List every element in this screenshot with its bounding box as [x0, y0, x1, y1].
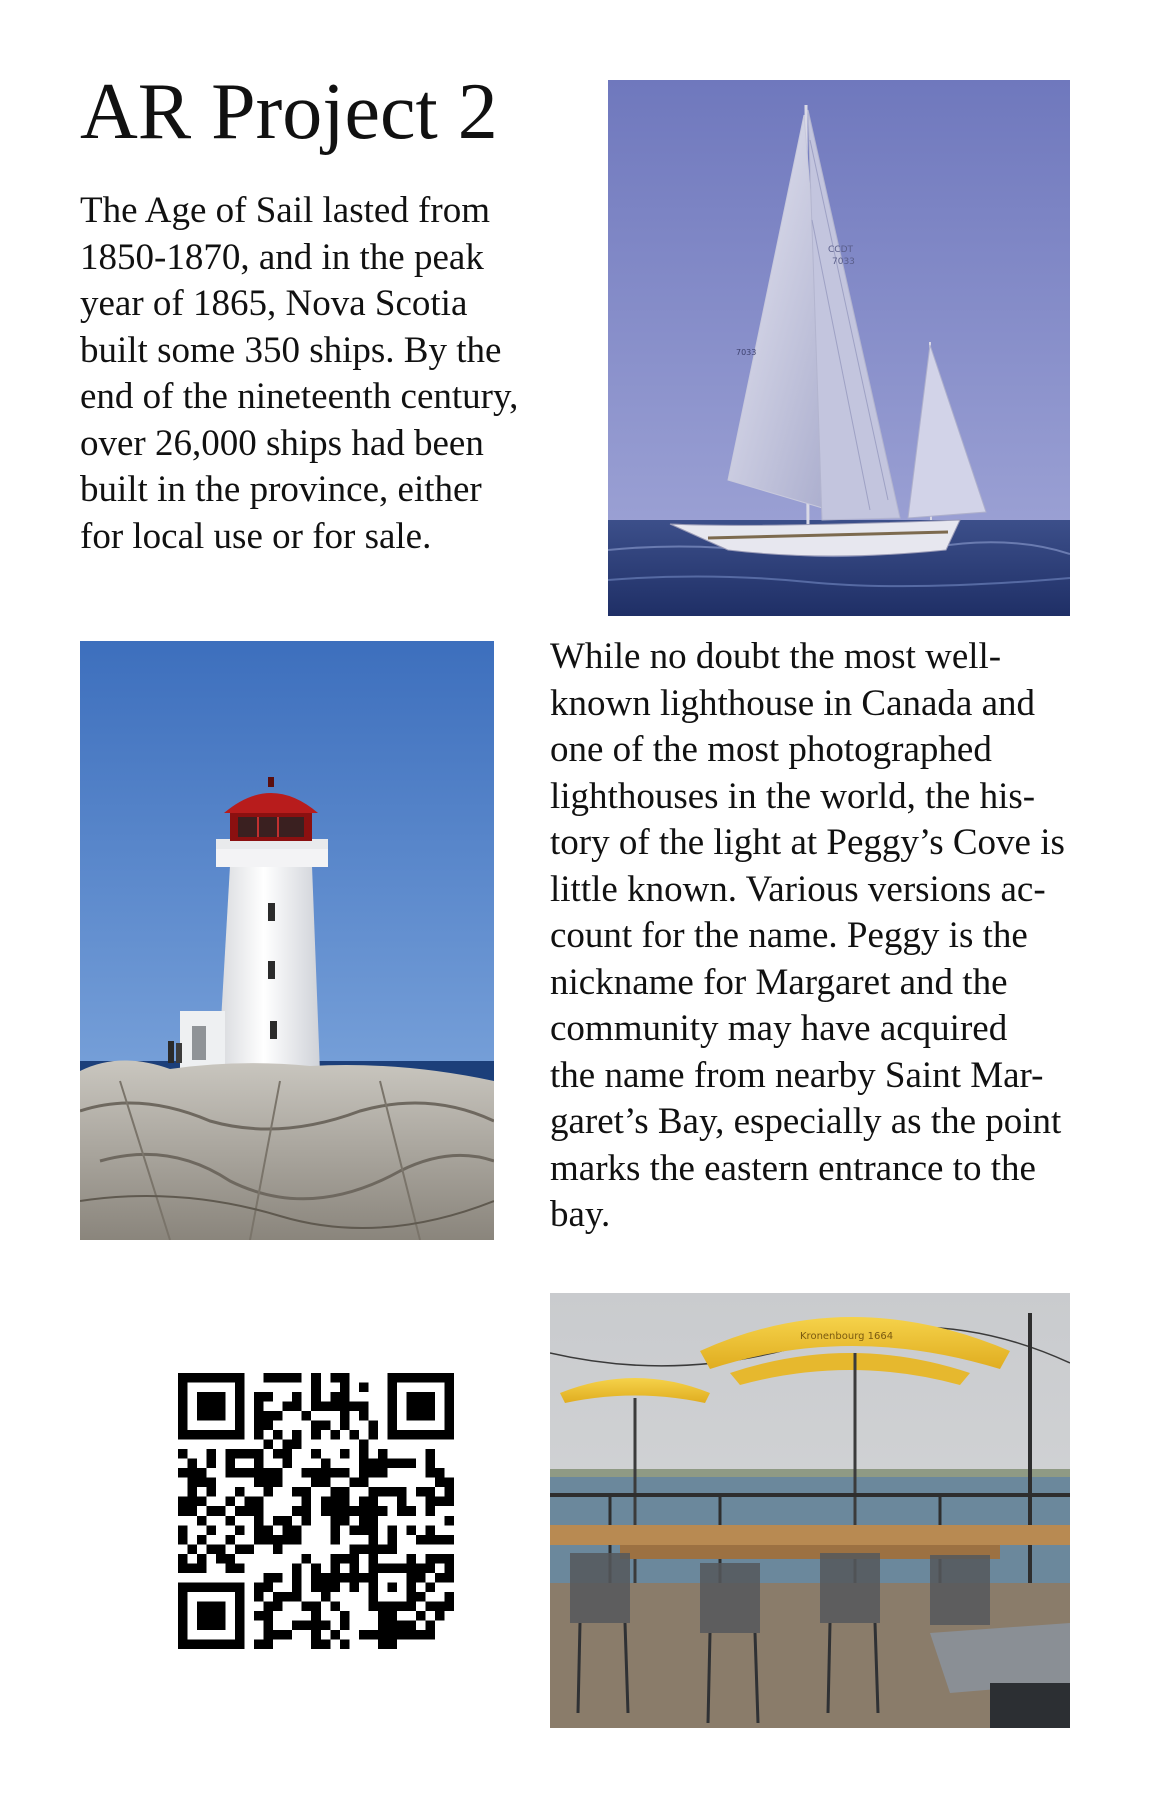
- lighthouse-line: garet’s Bay, especially as the point: [550, 1101, 1062, 1142]
- lighthouse-line: community may have acquired: [550, 1008, 1008, 1049]
- intro-line: over 26,000 ships had been: [80, 422, 484, 464]
- lighthouse-line: lighthouses in the world, the his-: [550, 775, 1036, 817]
- lighthouse-line: one of the most photographed: [550, 729, 992, 770]
- intro-paragraph: [80, 188, 560, 560]
- lighthouse-line: marks the eastern entrance to the: [550, 1147, 1036, 1189]
- lighthouse-line: tory of the light at Peggy’s Cove is: [550, 822, 1065, 863]
- svg-text:7033: 7033: [736, 348, 757, 357]
- qr-code-icon[interactable]: [178, 1373, 454, 1649]
- lighthouse-photo: [80, 641, 494, 1240]
- lighthouse-line: While no doubt the most well-: [550, 636, 1002, 677]
- intro-line: for local use or for sale.: [80, 515, 432, 557]
- intro-line: built some 350 ships. By the: [80, 329, 502, 371]
- lighthouse-line: known lighthouse in Canada and: [550, 682, 1036, 724]
- lighthouse-line: bay.: [550, 1194, 611, 1235]
- sail-number-text: CCDT: [828, 245, 853, 255]
- page-title: AR Project 2: [80, 68, 498, 156]
- lighthouse-paragraph: [550, 634, 1080, 1239]
- svg-text:7033: 7033: [832, 257, 855, 267]
- lighthouse-line: count for the name. Peggy is the: [550, 915, 1028, 956]
- intro-line: year of 1865, Nova Scotia: [80, 283, 468, 324]
- lighthouse-line: nickname for Margaret and the: [550, 961, 1008, 1003]
- patio-umbrella-photo: [550, 1293, 1070, 1728]
- lighthouse-line: the name from nearby Saint Mar-: [550, 1054, 1044, 1096]
- intro-line: 1850-1870, and in the peak: [80, 236, 484, 278]
- intro-line: built in the province, either: [80, 469, 482, 510]
- intro-line: The Age of Sail lasted from: [80, 190, 490, 231]
- sailboat-photo: [608, 80, 1070, 616]
- intro-line: end of the nineteenth century,: [80, 376, 519, 417]
- lighthouse-line: little known. Various versions ac-: [550, 868, 1046, 910]
- umbrella-brand-text: Kronenbourg 1664: [800, 1331, 894, 1342]
